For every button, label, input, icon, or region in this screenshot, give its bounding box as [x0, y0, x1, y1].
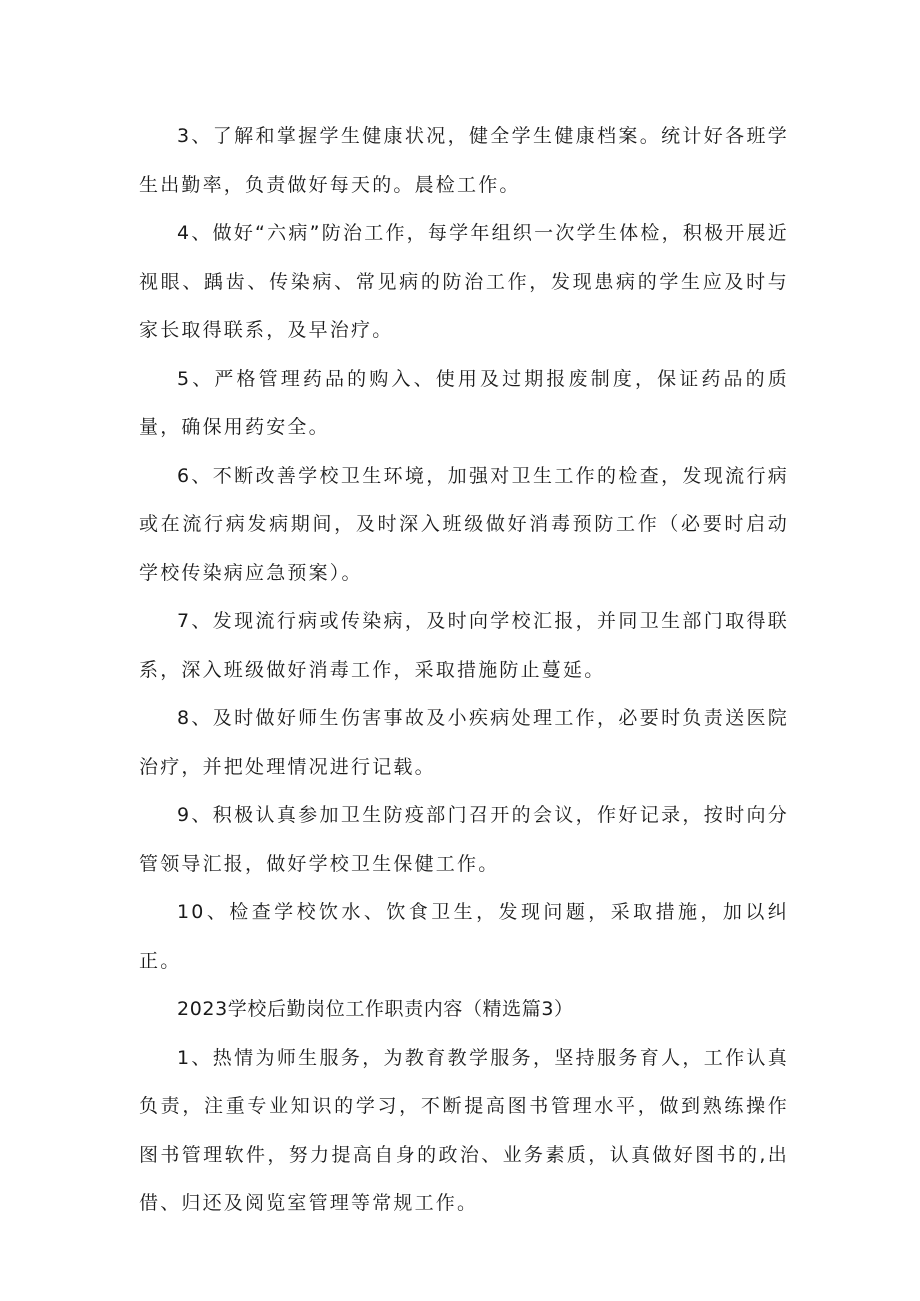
section-heading: 2023学校后勤岗位工作职责内容（精选篇3）	[177, 998, 574, 1020]
paragraph-item-5: 5、严格管理药品的购入、使用及过期报废制度，保证药品的质量，确保用药安全。	[139, 367, 789, 438]
paragraph-item-8: 8、及时做好师生伤害事故及小疾病处理工作，必要时负责送医院治疗，并把处理情况进行记载。	[139, 707, 789, 778]
document-body	[139, 112, 789, 1228]
paragraph-item-4: 4、做好“六病”防治工作，每学年组织一次学生体检，积极开展近视眼、踽齿、传染病、常见病的防治工作，发现患病的学生应及时与家长取得联系，及早治疗。	[139, 222, 789, 341]
paragraph-item-1: 1、热情为师生服务，为教育教学服务，坚持服务育人，工作认真负责，注重专业知识的学习，不断提高图书管理水平，做到熟练操作图书管理软件，努力提高自身的政治、业务素质，认真做好图书的,出借、归还及阅览室管理等常规工作。	[139, 1046, 789, 1214]
paragraph-item-3: 3、了解和掌握学生健康状况，健全学生健康档案。统计好各班学生出勤率，负责做好每天的。晨检工作。	[139, 125, 789, 196]
paragraph-item-7: 7、发现流行病或传染病，及时向学校汇报，并同卫生部门取得联系，深入班级做好消毒工作，采取措施防止蔓延。	[139, 610, 789, 681]
paragraph-item-6: 6、不断改善学校卫生环境，加强对卫生工作的检查，发现流行病或在流行病发病期间，及时深入班级做好消毒预防工作（必要时启动学校传染病应急预案）。	[139, 464, 789, 584]
paragraph-item-10: 10、检查学校饮水、饮食卫生，发现问题，采取措施，加以纠正。	[139, 901, 789, 972]
paragraph-item-9: 9、积极认真参加卫生防疫部门召开的会议，作好记录，按时向分管领导汇报，做好学校卫生保健工作。	[139, 804, 789, 875]
